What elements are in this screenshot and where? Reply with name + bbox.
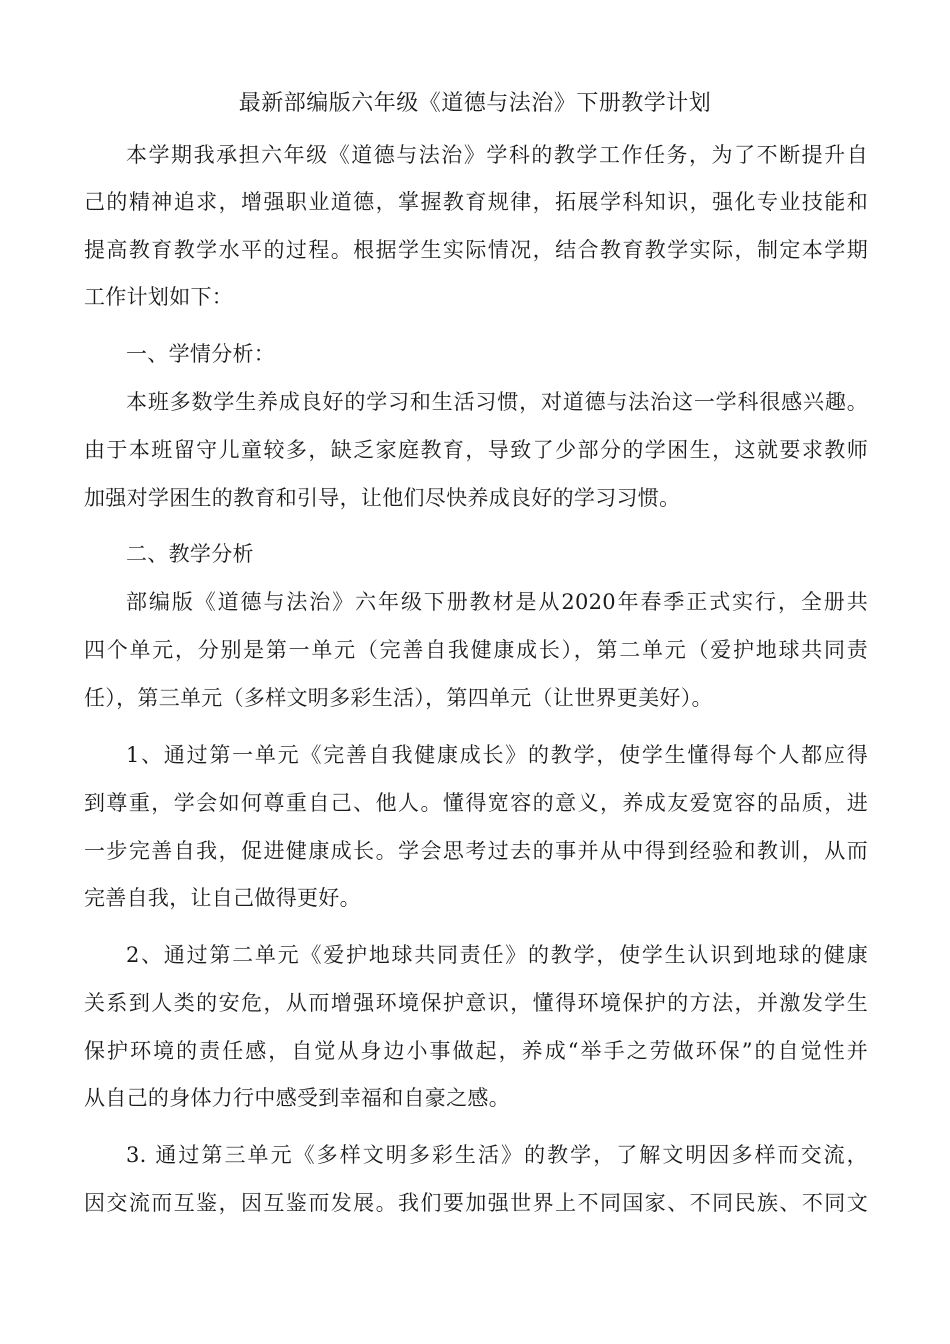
section-heading-1: 一、学情分析：	[126, 342, 276, 366]
unit1-line-3: 一步完善自我，促进健康成长。学会思考过去的事并从中得到经验和教训，从而	[84, 839, 868, 863]
unit2-line-1: 2、通过第二单元《爱护地球共同责任》的教学，使学生认识到地球的健康	[126, 943, 868, 967]
teaching-line-1: 部编版《道德与法治》六年级下册教材是从2020年春季正式实行，全册共	[126, 590, 868, 614]
teaching-line-2: 四个单元，分别是第一单元（完善自我健康成长），第二单元（爱护地球共同责	[84, 638, 868, 662]
intro-line-1: 本学期我承担六年级《道德与法治》学科的教学工作任务，为了不断提升自	[126, 143, 868, 167]
analysis-line-2: 由于本班留守儿童较多，缺乏家庭教育，导致了少部分的学困生，这就要求教师	[84, 438, 868, 462]
unit2-line-4: 从自己的身体力行中感受到幸福和自豪之感。	[84, 1086, 510, 1110]
unit2-line-3: 保护环境的责任感，自觉从身边小事做起，养成“举手之劳做环保”的自觉性并	[84, 1039, 868, 1063]
intro-line-3: 提高教育教学水平的过程。根据学生实际情况，结合教育教学实际，制定本学期	[84, 238, 868, 262]
analysis-line-1: 本班多数学生养成良好的学习和生活习惯，对道德与法治这一学科很感兴趣。	[126, 390, 868, 414]
document-title: 最新部编版六年级《道德与法治》下册教学计划	[238, 91, 712, 116]
unit3-line-2: 因交流而互鉴，因互鉴而发展。我们要加强世界上不同国家、不同民族、不同文	[84, 1191, 868, 1215]
analysis-line-3: 加强对学困生的教育和引导，让他们尽快养成良好的学习习惯。	[84, 486, 681, 510]
unit3-line-1: 3. 通过第三单元《多样文明多彩生活》的教学，了解文明因多样而交流，	[126, 1143, 868, 1167]
teaching-line-3: 任），第三单元（多样文明多彩生活），第四单元（让世界更美好）。	[84, 686, 713, 710]
section-heading-2: 二、教学分析	[126, 542, 254, 566]
unit1-line-2: 到尊重，学会如何尊重自己、他人。懂得宽容的意义，养成友爱宽容的品质，进	[84, 791, 868, 815]
unit1-line-1: 1、通过第一单元《完善自我健康成长》的教学，使学生懂得每个人都应得	[126, 743, 868, 767]
intro-line-4: 工作计划如下：	[84, 285, 234, 309]
intro-line-2: 己的精神追求，增强职业道德，掌握教育规律，拓展学科知识，强化专业技能和	[84, 190, 868, 214]
unit2-line-2: 关系到人类的安危，从而增强环境保护意识，懂得环境保护的方法，并激发学生	[84, 991, 868, 1015]
unit1-line-4: 完善自我，让自己做得更好。	[84, 886, 361, 910]
